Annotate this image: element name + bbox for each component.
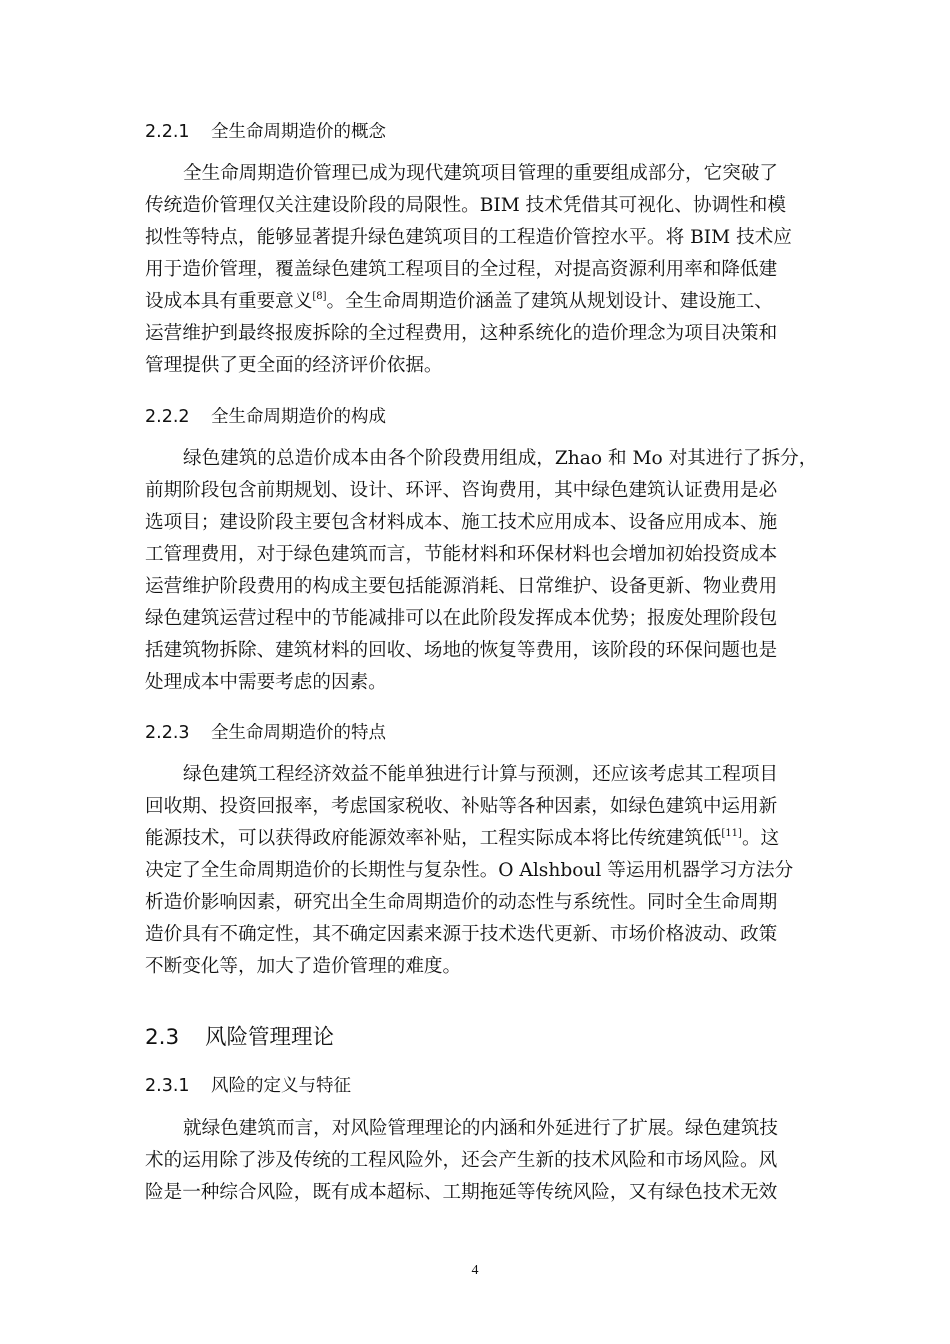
page-number: 4: [471, 1263, 479, 1278]
text-line: 绿色建筑工程经济效益不能单独进行计算与预测，还应该考虑其工程项目: [183, 764, 779, 785]
citation-ref: [8]: [312, 291, 327, 302]
section-number: 2.2.1: [145, 122, 190, 142]
text-line: 运营维护到最终报废拆除的全过程费用，这种系统化的造价理念为项目决策和: [145, 323, 778, 344]
text-line: 回收期、投资回报率，考虑国家税收、补贴等各种因素，如绿色建筑中运用新: [145, 796, 778, 817]
text-line: 运营维护阶段费用的构成主要包括能源消耗、日常维护、设备更新、物业费用: [145, 576, 778, 597]
text-line: 全生命周期造价管理已成为现代建筑项目管理的重要组成部分，它突破了: [183, 163, 779, 184]
text-line: 造价具有不确定性，其不确定因素来源于技术迭代更新、市场价格波动、政策: [145, 924, 778, 945]
section-heading-2-3: [145, 1024, 334, 1052]
paragraph-2-2-2: [145, 443, 817, 699]
paragraph-2-2-3: [145, 759, 817, 983]
section-title: 全生命周期造价的概念: [211, 122, 386, 142]
paragraph-2-3-1: [145, 1113, 817, 1209]
section-title: 全生命周期造价的特点: [211, 723, 386, 743]
section-heading-2-2-3: [145, 722, 386, 744]
text-line: 就绿色建筑而言，对风险管理理论的内涵和外延进行了扩展。绿色建筑技: [183, 1118, 779, 1139]
text-line: 拟性等特点，能够显著提升绿色建筑项目的工程造价管控水平。将 BIM 技术应: [145, 227, 792, 248]
text-line: 险是一种综合风险，既有成本超标、工期拖延等传统风险，又有绿色技术无效: [145, 1182, 778, 1203]
text-line: 用于造价管理，覆盖绿色建筑工程项目的全过程，对提高资源利用率和降低建: [145, 259, 778, 280]
section-title: 风险管理理论: [205, 1025, 335, 1050]
text-line: 绿色建筑运营过程中的节能减排可以在此阶段发挥成本优势；报废处理阶段包: [145, 608, 778, 629]
text-line: 前期阶段包含前期规划、设计、环评、咨询费用，其中绿色建筑认证费用是必: [145, 480, 778, 501]
text-line: 处理成本中需要考虑的因素。: [145, 672, 387, 693]
text-line: 术的运用除了涉及传统的工程风险外，还会产生新的技术风险和市场风险。风: [145, 1150, 778, 1171]
paragraph-2-2-1: [145, 158, 817, 382]
section-heading-2-2-2: [145, 406, 386, 428]
text-line: [145, 286, 817, 318]
text-line: 传统造价管理仅关注建设阶段的局限性。BIM 技术凭借其可视化、协调性和模: [145, 195, 786, 216]
text-segment: 。全生命周期造价涵盖了建筑从规划设计、建设施工、: [326, 291, 773, 312]
section-number: 2.3: [145, 1025, 180, 1050]
text-line: 括建筑物拆除、建筑材料的回收、场地的恢复等费用，该阶段的环保问题也是: [145, 640, 778, 661]
text-line: 决定了全生命周期造价的长期性与复杂性。O Alshboul 等运用机器学习方法分: [145, 860, 794, 881]
citation-ref: [11]: [721, 828, 742, 839]
section-number: 2.2.3: [145, 723, 190, 743]
text-line: [145, 823, 817, 855]
text-line: 不断变化等，加大了造价管理的难度。: [145, 956, 462, 977]
text-line: 工管理费用，对于绿色建筑而言，节能材料和环保材料也会增加初始投资成本: [145, 544, 778, 565]
text-segment: 能源技术，可以获得政府能源效率补贴，工程实际成本将比传统建筑低: [145, 828, 722, 849]
section-number: 2.3.1: [145, 1076, 190, 1096]
text-line: 管理提供了更全面的经济评价依据。: [145, 355, 443, 376]
section-number: 2.2.2: [145, 407, 190, 427]
section-heading-2-3-1: [145, 1075, 351, 1097]
text-segment: 设成本具有重要意义: [145, 291, 313, 312]
text-line: 绿色建筑的总造价成本由各个阶段费用组成，Zhao 和 Mo 对其进行了拆分，: [183, 448, 817, 469]
text-line: 析造价影响因素，研究出全生命周期造价的动态性与系统性。同时全生命周期: [145, 892, 778, 913]
section-title: 风险的定义与特征: [211, 1076, 351, 1096]
section-heading-2-2-1: [145, 121, 386, 143]
text-segment: 。这: [741, 828, 780, 849]
text-line: 选项目；建设阶段主要包含材料成本、施工技术应用成本、设备应用成本、施: [145, 512, 778, 533]
section-title: 全生命周期造价的构成: [211, 407, 386, 427]
